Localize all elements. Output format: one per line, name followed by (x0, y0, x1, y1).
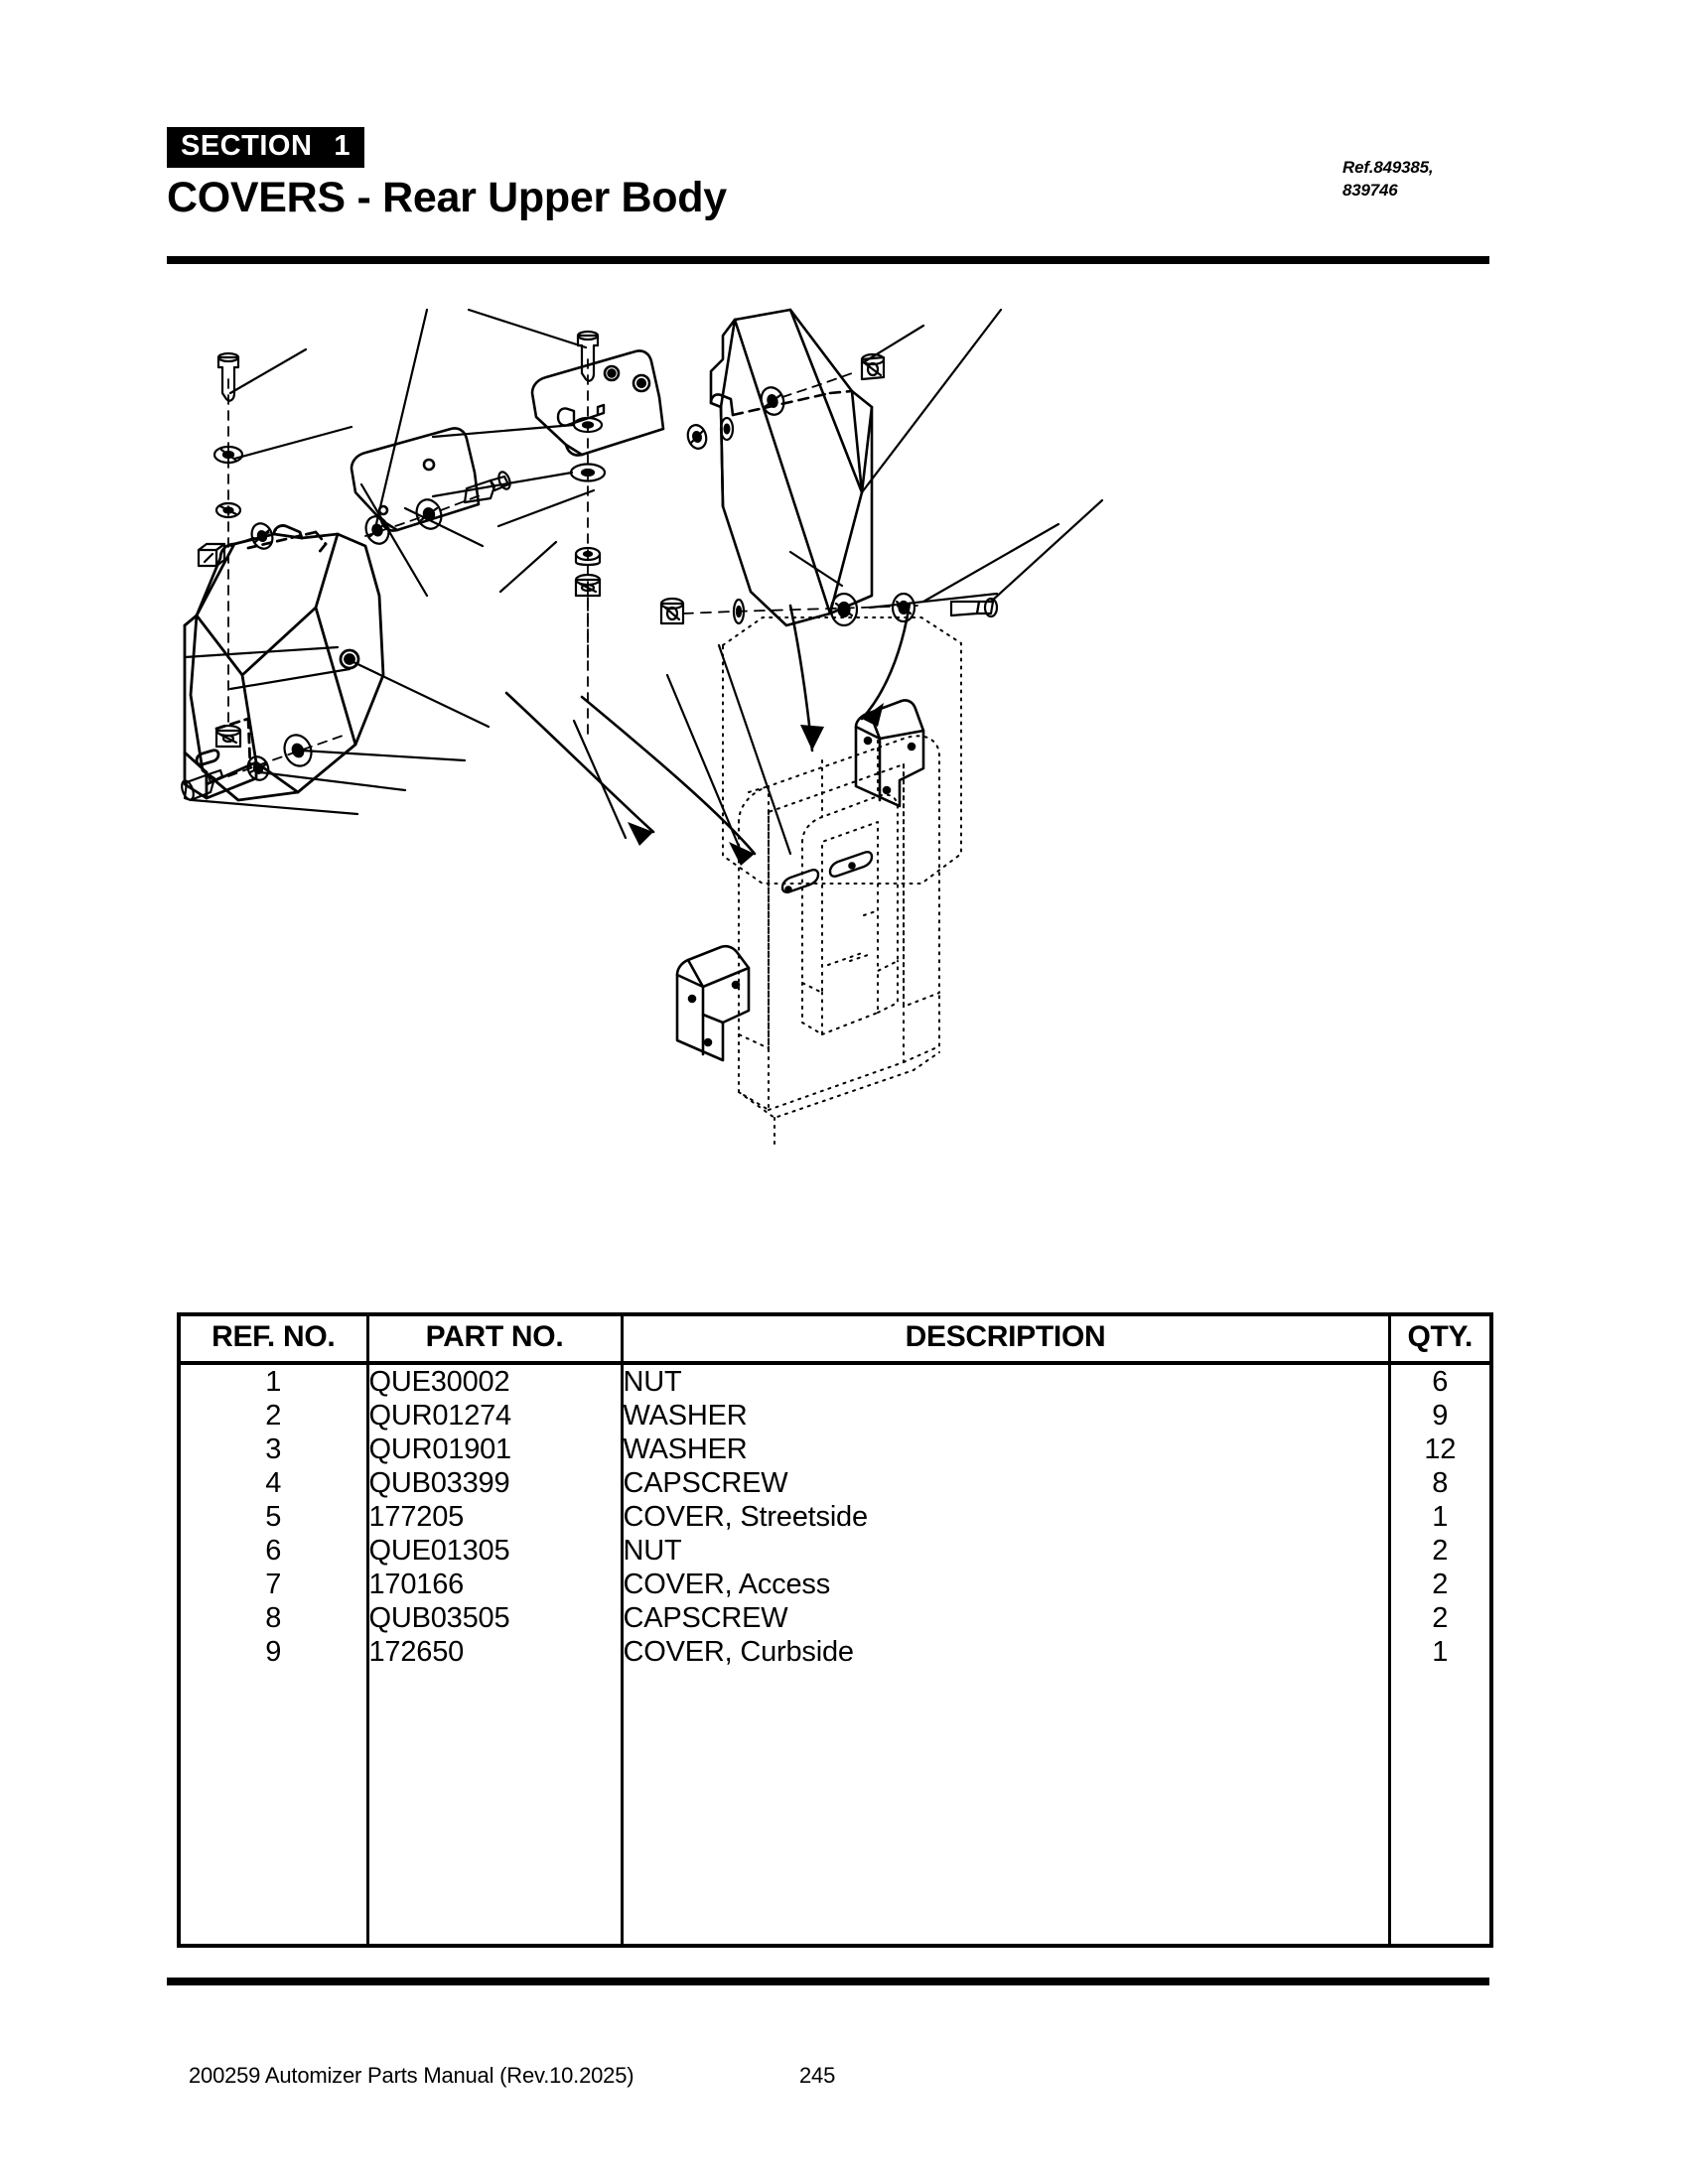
cell-description: NUT (622, 1363, 1389, 1399)
table-row (179, 1601, 1491, 1635)
cell-qty: 1 (1432, 1501, 1449, 1533)
washer-flange (685, 423, 709, 451)
hardware-stack-center (571, 332, 605, 739)
cell-description: COVER, Streetside (622, 1500, 1389, 1534)
nut-curbside-top (862, 354, 884, 379)
cell-qty: 12 (1424, 1433, 1457, 1465)
cell-part-no: 170166 (367, 1568, 622, 1601)
reference-note (1342, 157, 1433, 203)
capscrew-left (218, 353, 238, 401)
footer-page-number: 245 (799, 2063, 836, 2088)
cell-part-no: QUB03505 (367, 1601, 622, 1635)
footer-divider-rule (167, 1978, 1489, 1985)
cell-part-no: 172650 (367, 1635, 622, 1669)
cell-qty: 9 (1432, 1400, 1449, 1432)
column-header-part-no: PART NO. (367, 1314, 622, 1363)
reference-line-1: Ref.849385, (1342, 158, 1434, 177)
cell-ref-no: 3 (179, 1433, 367, 1466)
table-row (179, 1500, 1491, 1534)
filler-cell-qty (1389, 1669, 1491, 1946)
header-divider-rule (167, 256, 1489, 264)
column-header-qty: QTY. (1389, 1314, 1491, 1363)
cell-ref-no: 5 (179, 1500, 367, 1534)
filler-cell-ref (179, 1669, 367, 1946)
exploded-assembly-diagram (167, 298, 1489, 1271)
machine-body-outline (739, 736, 939, 1148)
footer-document-id: 200259 Automizer Parts Manual (Rev.10.2025) (189, 2063, 634, 2088)
washer-curbside-b (831, 594, 857, 625)
table-header-row (179, 1314, 1491, 1363)
cell-description: WASHER (622, 1433, 1389, 1466)
cell-qty: 8 (1432, 1467, 1449, 1499)
column-header-ref-no: REF. NO. (179, 1314, 367, 1363)
section-number: 1 (334, 130, 352, 162)
cell-description: NUT (622, 1534, 1389, 1568)
assembly-arrows (506, 604, 910, 866)
cell-ref-no: 2 (179, 1399, 367, 1433)
table-row (179, 1433, 1491, 1466)
parts-table (177, 1312, 1493, 1948)
filler-cell-part (367, 1669, 622, 1946)
cell-ref-no: 8 (179, 1601, 367, 1635)
cell-description: COVER, Curbside (622, 1635, 1389, 1669)
column-header-description: DESCRIPTION (622, 1314, 1389, 1363)
assembly-drawing-svg (167, 298, 1489, 1271)
cell-ref-no: 9 (179, 1635, 367, 1669)
section-label: SECTION (181, 130, 313, 162)
cell-part-no: QUR01274 (367, 1399, 622, 1433)
nut-curbside-left (661, 599, 683, 623)
section-badge (167, 127, 364, 168)
table-row (179, 1466, 1491, 1500)
table-row (179, 1635, 1491, 1669)
access-cover-panel-lower (352, 428, 479, 530)
cell-ref-no: 6 (179, 1534, 367, 1568)
cell-part-no: QUE30002 (367, 1363, 622, 1399)
cell-part-no: 177205 (367, 1500, 622, 1534)
cell-qty: 2 (1432, 1535, 1449, 1567)
table-filler-row (179, 1669, 1491, 1946)
table-row (179, 1363, 1491, 1399)
access-cover-panel-upper (532, 350, 663, 455)
hardware-streetside-top-right (362, 471, 512, 547)
hardware-curbside-flange (685, 418, 733, 451)
cell-description: WASHER (622, 1399, 1389, 1433)
machine-frame-phantom (723, 617, 961, 884)
capscrew-on-panel (558, 405, 604, 426)
cell-description: CAPSCREW (622, 1466, 1389, 1500)
frame-mounting-slots (782, 852, 872, 892)
washer-curbside-c (893, 594, 914, 621)
cell-description: CAPSCREW (622, 1601, 1389, 1635)
parts-table-container (177, 1312, 1489, 1948)
table-row (179, 1534, 1491, 1568)
table-row (179, 1399, 1491, 1433)
cell-qty: 2 (1432, 1602, 1449, 1634)
filler-cell-desc (622, 1669, 1389, 1946)
table-row (179, 1568, 1491, 1601)
washer-curbside-top (758, 384, 787, 417)
page-header (167, 127, 1489, 219)
washer-flange-b (721, 418, 733, 440)
cell-part-no: QUE01305 (367, 1534, 622, 1568)
hardware-stack-lower-left (180, 731, 346, 801)
curbside-cover-panel (711, 310, 872, 625)
cell-qty: 1 (1432, 1636, 1449, 1668)
cell-qty: 2 (1432, 1569, 1449, 1600)
capscrew-top (578, 332, 598, 381)
cell-description: COVER, Access (622, 1568, 1389, 1601)
cell-ref-no: 1 (179, 1363, 367, 1399)
page-title: COVERS - Rear Upper Body (167, 174, 727, 221)
cell-part-no: QUB03399 (367, 1466, 622, 1500)
cell-qty: 6 (1432, 1366, 1449, 1398)
reference-line-2: 839746 (1342, 180, 1398, 200)
cell-ref-no: 4 (179, 1466, 367, 1500)
washer-lower-left-small (244, 753, 272, 783)
cell-ref-no: 7 (179, 1568, 367, 1601)
cell-part-no: QUR01901 (367, 1433, 622, 1466)
